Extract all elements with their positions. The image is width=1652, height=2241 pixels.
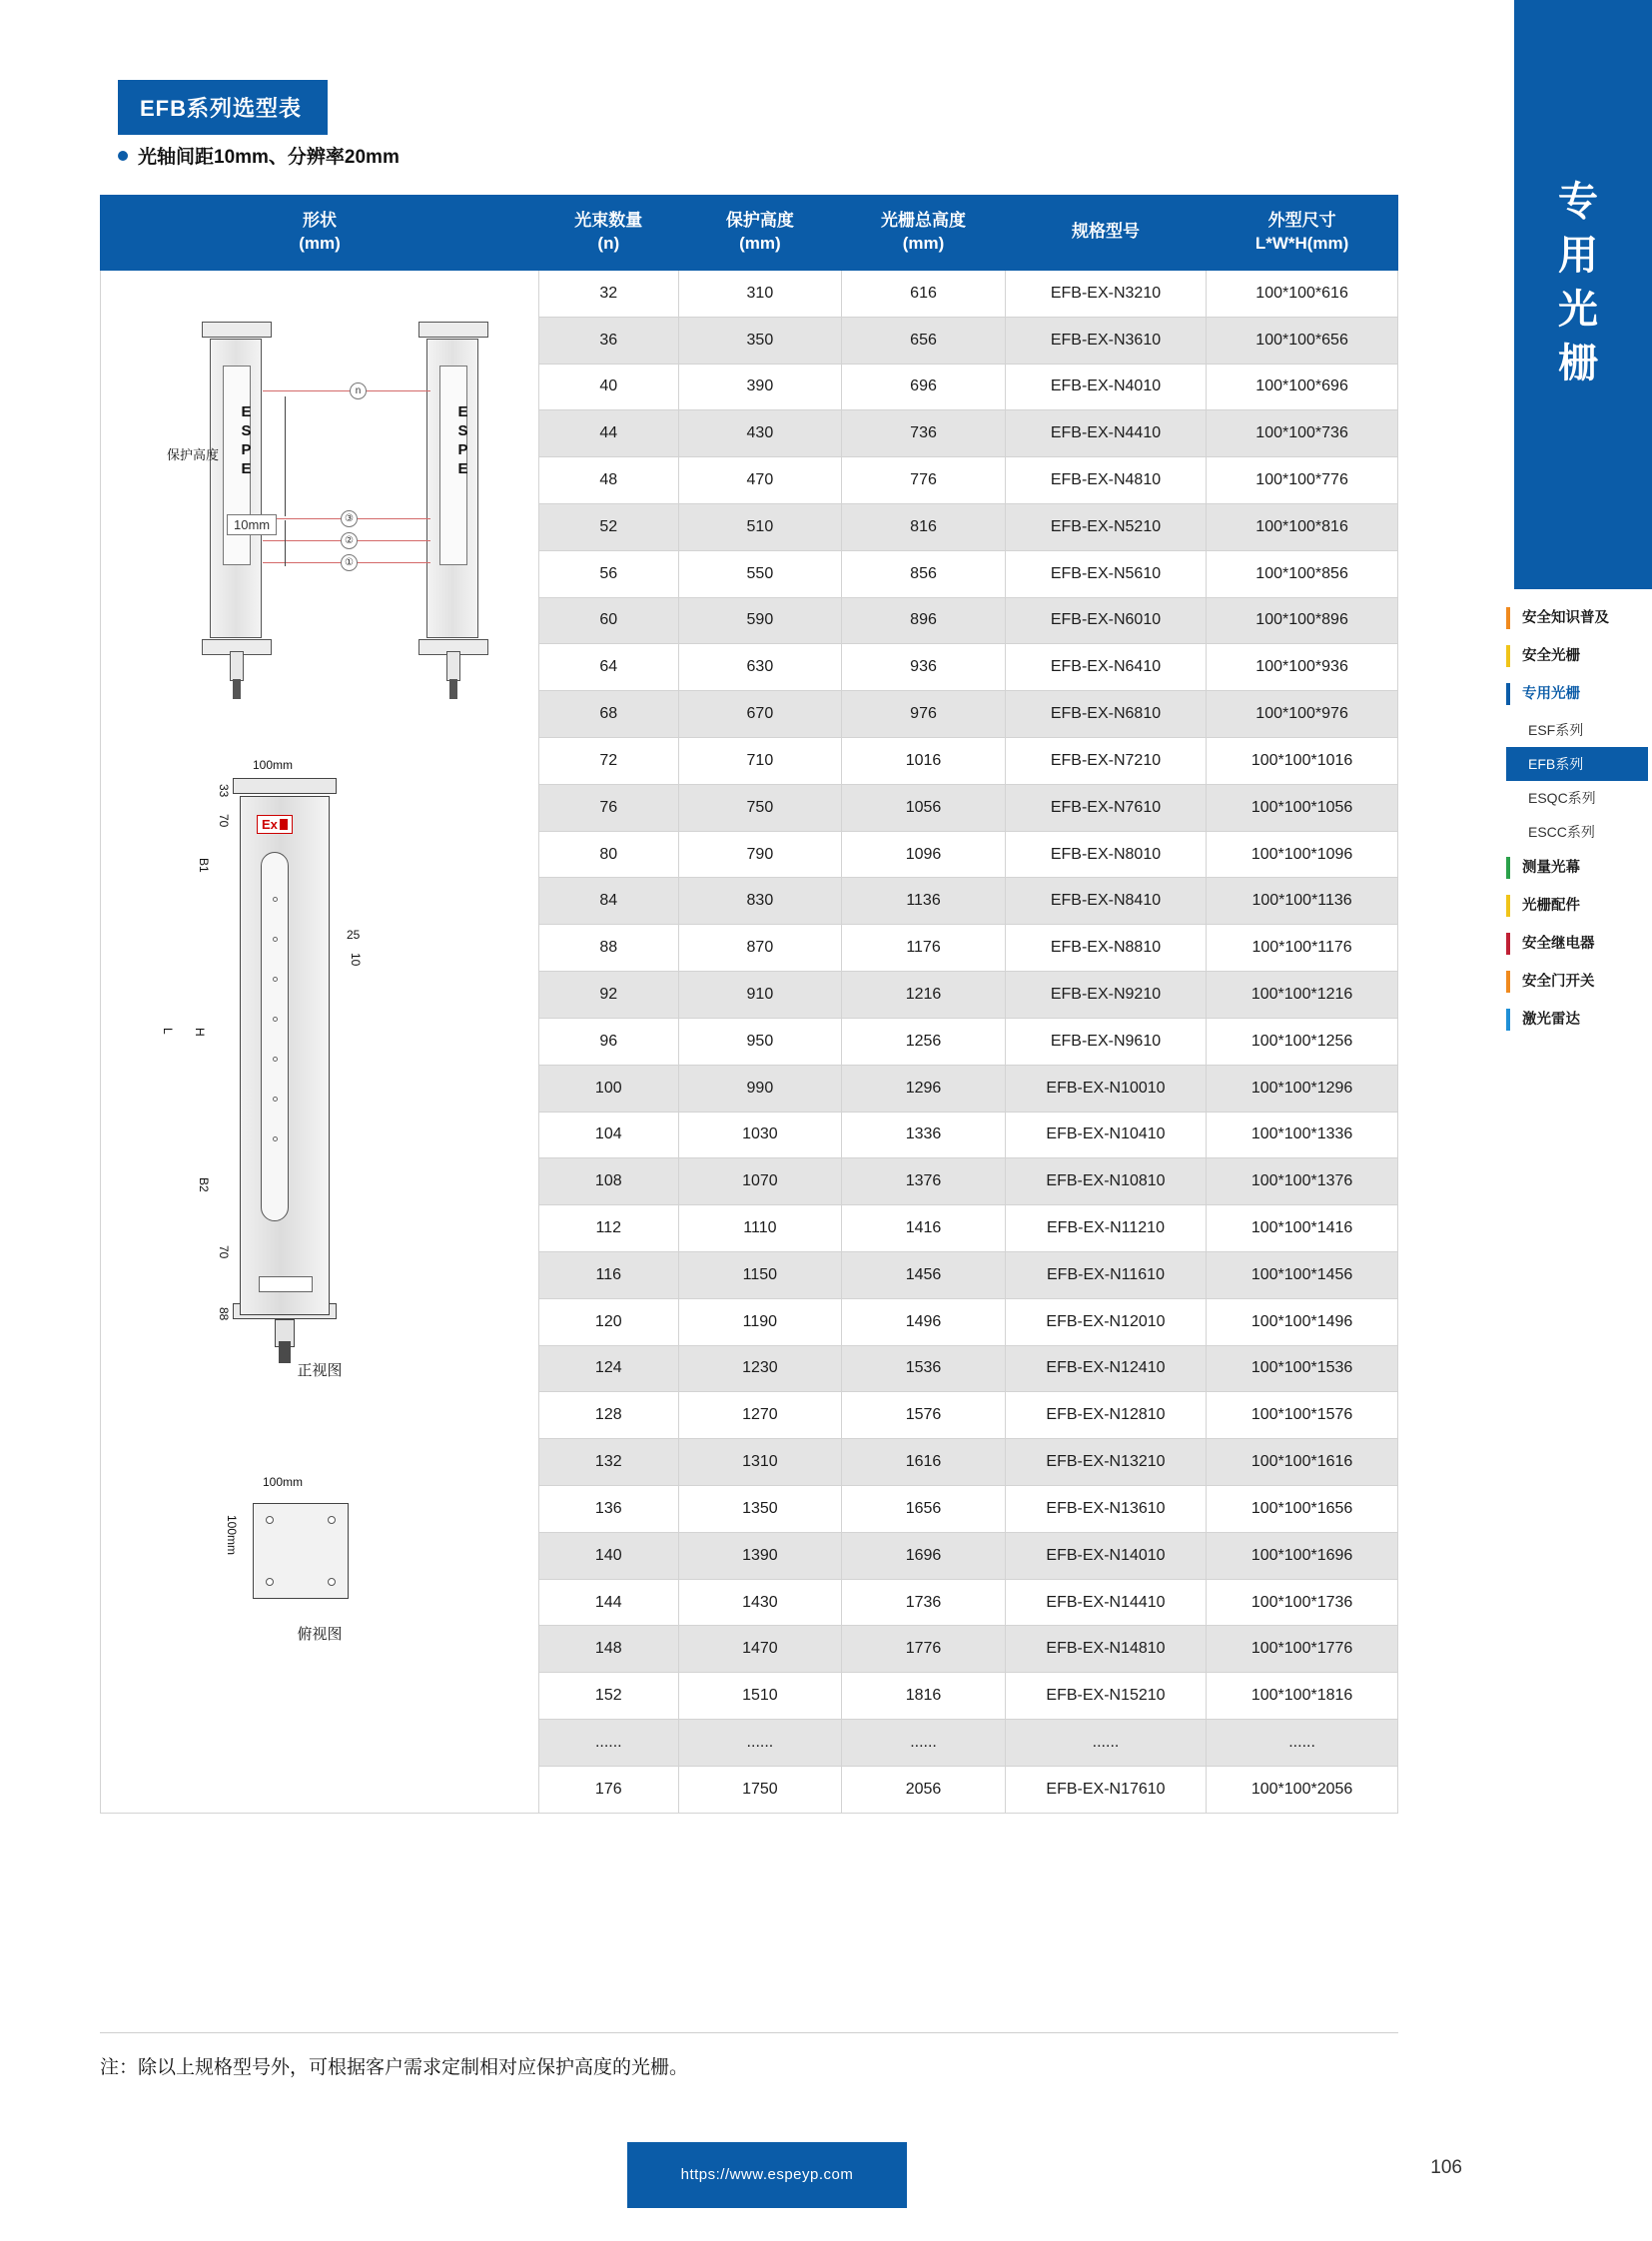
cell-dimensions: 100*100*776: [1207, 457, 1398, 504]
website-url[interactable]: https://www.espeyp.com: [627, 2142, 907, 2208]
table-first-row: [101, 270, 1398, 317]
front-lens-slot: [261, 852, 289, 1221]
cell-protection-height: 1190: [678, 1298, 842, 1345]
beam-marker-2: ②: [341, 532, 358, 549]
cell-protection-height: 710: [678, 738, 842, 785]
sidebar-item-safety-relay[interactable]: [1506, 925, 1648, 963]
front-view-caption: 正视图: [297, 1361, 343, 1379]
front-view-diagram: [105, 748, 534, 1387]
cell-model: EFB-EX-N15210: [1005, 1673, 1206, 1720]
cell-protection-height: 870: [678, 925, 842, 972]
bracket-top-icon-2: [418, 322, 488, 338]
beam-line-n: [263, 390, 430, 391]
cell-dimensions: 100*100*896: [1207, 597, 1398, 644]
cell-beams: 124: [539, 1345, 679, 1392]
cell-model: EFB-EX-N14410: [1005, 1579, 1206, 1626]
front-nameplate: [259, 1276, 313, 1292]
accent-bar-icon: [1506, 895, 1510, 917]
lens-dot: [273, 977, 278, 982]
cell-model: EFB-EX-N12810: [1005, 1392, 1206, 1439]
cell-total-height: 736: [842, 410, 1006, 457]
sidebar-item-safety-knowledge[interactable]: [1506, 599, 1648, 637]
cell-total-height: 696: [842, 364, 1006, 410]
sidebar-item-label: 安全继电器: [1522, 936, 1595, 952]
th-protection-height: 保护高度 (mm): [678, 196, 842, 271]
sidebar-item-safety-light-curtain[interactable]: [1506, 637, 1648, 675]
th-beams: 光束数量 (n): [539, 196, 679, 271]
cell-total-height: ......: [842, 1720, 1006, 1767]
cell-total-height: 2056: [842, 1766, 1006, 1813]
front-top-bracket: [233, 778, 337, 794]
cell-protection-height: 390: [678, 364, 842, 410]
mount-hole-icon: [328, 1578, 336, 1586]
cell-total-height: 616: [842, 270, 1006, 317]
sidebar-item-laser-radar[interactable]: [1506, 1001, 1648, 1039]
cell-model: EFB-EX-N9610: [1005, 1018, 1206, 1065]
th-model: 规格型号: [1005, 196, 1206, 271]
th-total-height: 光栅总高度 (mm): [842, 196, 1006, 271]
front-width-dim: 100mm: [253, 757, 294, 772]
cell-beams: 176: [539, 1766, 679, 1813]
cell-beams: 36: [539, 317, 679, 364]
bracket-top-icon: [202, 322, 272, 338]
cell-protection-height: ......: [678, 1720, 842, 1767]
sidebar-title-char-1: 专: [1558, 180, 1600, 224]
cell-model: EFB-EX-N8810: [1005, 925, 1206, 972]
cell-dimensions: 100*100*1496: [1207, 1298, 1398, 1345]
page-title: EFB系列选型表: [118, 80, 328, 135]
cell-dimensions: 100*100*1776: [1207, 1626, 1398, 1673]
top-body: [253, 1503, 349, 1599]
cell-dimensions: 100*100*696: [1207, 364, 1398, 410]
cell-dimensions: 100*100*1416: [1207, 1205, 1398, 1252]
cable-gland-left: [230, 651, 244, 681]
sidebar-title-char-3: 光: [1558, 288, 1600, 332]
dim-b1: B1: [197, 857, 211, 873]
cell-model: EFB-EX-N14010: [1005, 1532, 1206, 1579]
shape-drawing-cell: [101, 270, 539, 1813]
cell-beams: 144: [539, 1579, 679, 1626]
cell-beams: 64: [539, 644, 679, 691]
cell-dimensions: 100*100*856: [1207, 550, 1398, 597]
sidebar-item-label: 安全知识普及: [1522, 610, 1609, 626]
cell-beams: 32: [539, 270, 679, 317]
sidebar-vertical-title: [1506, 175, 1652, 390]
lens-dot: [273, 1057, 278, 1062]
sidebar-item-label: ESQC系列: [1528, 790, 1596, 806]
cell-dimensions: 100*100*1456: [1207, 1251, 1398, 1298]
cell-beams: 72: [539, 738, 679, 785]
sensor-pair-diagram: [105, 319, 534, 648]
mount-hole-icon: [266, 1578, 274, 1586]
pitch-dim-line: [285, 520, 286, 566]
cell-total-height: 1176: [842, 925, 1006, 972]
cell-beams: ......: [539, 1720, 679, 1767]
cell-model: EFB-EX-N10010: [1005, 1065, 1206, 1112]
sidebar-item-efb[interactable]: [1506, 747, 1648, 781]
beam-marker-3: ③: [341, 510, 358, 527]
cell-model: EFB-EX-N3610: [1005, 317, 1206, 364]
cell-protection-height: 470: [678, 457, 842, 504]
cell-protection-height: 790: [678, 831, 842, 878]
cell-beams: 76: [539, 784, 679, 831]
cable-gland-right: [446, 651, 460, 681]
cell-total-height: 1616: [842, 1439, 1006, 1486]
cell-total-height: 896: [842, 597, 1006, 644]
cell-total-height: 1696: [842, 1532, 1006, 1579]
cell-dimensions: 100*100*616: [1207, 270, 1398, 317]
top-view-caption: 俯视图: [297, 1625, 343, 1643]
subtitle-text: 光轴间距10mm、分辨率20mm: [138, 147, 400, 168]
sidebar-title-char-2: 用: [1558, 234, 1600, 278]
lens-dot: [273, 1136, 278, 1141]
transmitter-unit: [210, 339, 262, 638]
cell-protection-height: 510: [678, 503, 842, 550]
footer-divider: [100, 2032, 1398, 2033]
cell-total-height: 976: [842, 691, 1006, 738]
cell-model: EFB-EX-N9210: [1005, 972, 1206, 1019]
ex-marking-icon: Ex: [257, 815, 293, 834]
page-number: 106: [1430, 2157, 1462, 2178]
technical-drawing: [105, 279, 534, 1805]
cell-total-height: 1256: [842, 1018, 1006, 1065]
dim-H: H: [193, 1027, 207, 1037]
cell-dimensions: 100*100*1616: [1207, 1439, 1398, 1486]
table-body: [101, 270, 1398, 1813]
cell-beams: 108: [539, 1158, 679, 1205]
cell-protection-height: 350: [678, 317, 842, 364]
cell-dimensions: 100*100*1656: [1207, 1486, 1398, 1533]
front-body: [240, 796, 330, 1315]
cell-model: EFB-EX-N4010: [1005, 364, 1206, 410]
cell-protection-height: 1270: [678, 1392, 842, 1439]
cell-beams: 88: [539, 925, 679, 972]
cell-beams: 132: [539, 1439, 679, 1486]
cell-beams: 92: [539, 972, 679, 1019]
cell-total-height: 936: [842, 644, 1006, 691]
cell-total-height: 1456: [842, 1251, 1006, 1298]
cell-dimensions: 100*100*1176: [1207, 925, 1398, 972]
cell-total-height: 1296: [842, 1065, 1006, 1112]
protection-height-label: 保护高度: [167, 446, 220, 462]
accent-bar-icon: [1506, 1009, 1510, 1031]
cell-model: EFB-EX-N14810: [1005, 1626, 1206, 1673]
cell-protection-height: 1070: [678, 1158, 842, 1205]
cell-model: EFB-EX-N10810: [1005, 1158, 1206, 1205]
cell-total-height: 816: [842, 503, 1006, 550]
cell-dimensions: 100*100*816: [1207, 503, 1398, 550]
dim-10: 10: [349, 952, 363, 967]
subtitle: [118, 142, 400, 169]
cell-dimensions: 100*100*976: [1207, 691, 1398, 738]
sidebar-banner: [1506, 0, 1652, 589]
cell-beams: 100: [539, 1065, 679, 1112]
lens-dot: [273, 1097, 278, 1102]
cell-dimensions: 100*100*656: [1207, 317, 1398, 364]
cell-beams: 68: [539, 691, 679, 738]
sidebar-item-label: 激光雷达: [1522, 1012, 1580, 1028]
cable-left: [233, 679, 241, 699]
accent-bar-icon: [1506, 645, 1510, 667]
cell-model: EFB-EX-N10410: [1005, 1112, 1206, 1158]
cell-dimensions: 100*100*1096: [1207, 831, 1398, 878]
cell-beams: 52: [539, 503, 679, 550]
spec-table: [100, 195, 1398, 1814]
cell-model: EFB-EX-N17610: [1005, 1766, 1206, 1813]
cell-total-height: 656: [842, 317, 1006, 364]
cell-protection-height: 1470: [678, 1626, 842, 1673]
cell-beams: 152: [539, 1673, 679, 1720]
top-view-diagram: [105, 1457, 534, 1717]
cell-model: EFB-EX-N7610: [1005, 784, 1206, 831]
cable-right: [449, 679, 457, 699]
cell-model: EFB-EX-N6410: [1005, 644, 1206, 691]
sidebar-item-label: 安全门开关: [1522, 974, 1595, 990]
cell-protection-height: 630: [678, 644, 842, 691]
th-shape: 形状 (mm): [101, 196, 539, 271]
cell-model: EFB-EX-N3210: [1005, 270, 1206, 317]
cell-model: ......: [1005, 1720, 1206, 1767]
sidebar-item-measuring-curtain[interactable]: [1506, 849, 1648, 887]
brand-label-left: ESPE: [238, 402, 255, 479]
cell-total-height: 1536: [842, 1345, 1006, 1392]
cell-dimensions: 100*100*1536: [1207, 1345, 1398, 1392]
cell-protection-height: 1310: [678, 1439, 842, 1486]
cell-model: EFB-EX-N13610: [1005, 1486, 1206, 1533]
cell-beams: 148: [539, 1626, 679, 1673]
cell-model: EFB-EX-N5610: [1005, 550, 1206, 597]
dim-70-bottom: 70: [217, 1244, 231, 1259]
cell-model: EFB-EX-N8010: [1005, 831, 1206, 878]
cell-dimensions: 100*100*1576: [1207, 1392, 1398, 1439]
cell-protection-height: 1750: [678, 1766, 842, 1813]
cell-dimensions: 100*100*736: [1207, 410, 1398, 457]
sidebar-item-special-light-curtain[interactable]: [1506, 675, 1648, 713]
cell-dimensions: 100*100*2056: [1207, 1766, 1398, 1813]
cell-model: EFB-EX-N7210: [1005, 738, 1206, 785]
dim-33: 33: [217, 783, 231, 798]
dim-88: 88: [217, 1306, 231, 1321]
cell-model: EFB-EX-N11210: [1005, 1205, 1206, 1252]
sidebar-item-label: EFB系列: [1528, 756, 1584, 772]
table-header-row: [101, 196, 1398, 271]
cell-model: EFB-EX-N5210: [1005, 503, 1206, 550]
cell-protection-height: 990: [678, 1065, 842, 1112]
footer-note: 注：除以上规格型号外，可根据客户需求定制相对应保护高度的光栅。: [100, 2057, 689, 2078]
cell-dimensions: 100*100*1136: [1207, 878, 1398, 925]
cell-model: EFB-EX-N8410: [1005, 878, 1206, 925]
sidebar-item-esqc[interactable]: [1506, 781, 1648, 815]
height-dim-line: [285, 396, 286, 516]
accent-bar-icon: [1506, 607, 1510, 629]
cell-dimensions: 100*100*1056: [1207, 784, 1398, 831]
cell-total-height: 1816: [842, 1673, 1006, 1720]
cell-protection-height: 1030: [678, 1112, 842, 1158]
cell-total-height: 1376: [842, 1158, 1006, 1205]
cell-protection-height: 550: [678, 550, 842, 597]
cell-beams: 84: [539, 878, 679, 925]
dim-25: 25: [347, 927, 361, 942]
cell-dimensions: 100*100*1816: [1207, 1673, 1398, 1720]
cell-protection-height: 1510: [678, 1673, 842, 1720]
cell-dimensions: ......: [1207, 1720, 1398, 1767]
top-height-dim: 100mm: [225, 1514, 239, 1555]
mount-hole-icon: [328, 1516, 336, 1524]
cell-total-height: 776: [842, 457, 1006, 504]
cell-protection-height: 1110: [678, 1205, 842, 1252]
cell-beams: 56: [539, 550, 679, 597]
cell-total-height: 1736: [842, 1579, 1006, 1626]
cell-protection-height: 1230: [678, 1345, 842, 1392]
sidebar-title-char-4: 栅: [1558, 342, 1600, 385]
beam-marker-1: ①: [341, 554, 358, 571]
cell-protection-height: 310: [678, 270, 842, 317]
cell-dimensions: 100*100*1256: [1207, 1018, 1398, 1065]
sidebar-item-label: 专用光栅: [1522, 686, 1580, 702]
cell-total-height: 1656: [842, 1486, 1006, 1533]
bullet-dot-icon: [118, 151, 128, 161]
cell-model: EFB-EX-N11610: [1005, 1251, 1206, 1298]
sidebar-item-safety-door-switch[interactable]: [1506, 963, 1648, 1001]
cell-beams: 44: [539, 410, 679, 457]
cell-dimensions: 100*100*1736: [1207, 1579, 1398, 1626]
cell-model: EFB-EX-N4410: [1005, 410, 1206, 457]
cell-dimensions: 100*100*936: [1207, 644, 1398, 691]
beam-marker-n: n: [350, 382, 367, 399]
cell-model: EFB-EX-N6810: [1005, 691, 1206, 738]
dim-70-top: 70: [217, 813, 231, 828]
cell-model: EFB-EX-N13210: [1005, 1439, 1206, 1486]
cell-protection-height: 910: [678, 972, 842, 1019]
cell-total-height: 1096: [842, 831, 1006, 878]
mount-hole-icon: [266, 1516, 274, 1524]
accent-bar-icon: [1506, 933, 1510, 955]
cell-beams: 48: [539, 457, 679, 504]
cell-dimensions: 100*100*1336: [1207, 1112, 1398, 1158]
sidebar-item-escc[interactable]: [1506, 815, 1648, 849]
cell-total-height: 1136: [842, 878, 1006, 925]
cell-dimensions: 100*100*1016: [1207, 738, 1398, 785]
top-width-dim: 100mm: [263, 1474, 304, 1489]
cell-total-height: 1776: [842, 1626, 1006, 1673]
cell-protection-height: 830: [678, 878, 842, 925]
sidebar-item-label: 安全光栅: [1522, 648, 1580, 664]
sidebar: [1498, 0, 1652, 2241]
accent-bar-icon: [1506, 971, 1510, 993]
receiver-unit: [426, 339, 478, 638]
cell-total-height: 1496: [842, 1298, 1006, 1345]
lens-dot: [273, 937, 278, 942]
accent-bar-icon: [1506, 683, 1510, 705]
cell-beams: 40: [539, 364, 679, 410]
cell-protection-height: 950: [678, 1018, 842, 1065]
lens-dot: [273, 1017, 278, 1022]
cell-beams: 104: [539, 1112, 679, 1158]
cell-protection-height: 1430: [678, 1579, 842, 1626]
cell-beams: 140: [539, 1532, 679, 1579]
pitch-label: 10mm: [227, 514, 277, 535]
cell-protection-height: 1150: [678, 1251, 842, 1298]
cell-beams: 96: [539, 1018, 679, 1065]
cell-beams: 136: [539, 1486, 679, 1533]
sidebar-item-label: ESF系列: [1528, 722, 1584, 738]
cell-total-height: 856: [842, 550, 1006, 597]
cell-protection-height: 430: [678, 410, 842, 457]
brand-label-right: ESPE: [454, 402, 471, 479]
cell-dimensions: 100*100*1696: [1207, 1532, 1398, 1579]
accent-bar-icon: [1506, 857, 1510, 879]
cell-total-height: 1056: [842, 784, 1006, 831]
cell-dimensions: 100*100*1376: [1207, 1158, 1398, 1205]
cell-beams: 120: [539, 1298, 679, 1345]
cell-protection-height: 1390: [678, 1532, 842, 1579]
sidebar-item-label: 测量光幕: [1522, 860, 1580, 876]
cell-protection-height: 1350: [678, 1486, 842, 1533]
cell-dimensions: 100*100*1296: [1207, 1065, 1398, 1112]
sidebar-item-accessories[interactable]: [1506, 887, 1648, 925]
cell-total-height: 1336: [842, 1112, 1006, 1158]
cell-beams: 128: [539, 1392, 679, 1439]
sidebar-item-label: 光栅配件: [1522, 898, 1580, 914]
sidebar-nav: [1506, 599, 1648, 1039]
cell-beams: 112: [539, 1205, 679, 1252]
cell-beams: 80: [539, 831, 679, 878]
cell-total-height: 1416: [842, 1205, 1006, 1252]
th-dimensions: 外型尺寸 L*W*H(mm): [1207, 196, 1398, 271]
lens-dot: [273, 897, 278, 902]
sidebar-item-esf[interactable]: [1506, 713, 1648, 747]
cell-protection-height: 590: [678, 597, 842, 644]
cell-protection-height: 670: [678, 691, 842, 738]
cell-model: EFB-EX-N4810: [1005, 457, 1206, 504]
cell-total-height: 1016: [842, 738, 1006, 785]
dim-b2: B2: [197, 1176, 211, 1192]
cell-dimensions: 100*100*1216: [1207, 972, 1398, 1019]
cell-beams: 116: [539, 1251, 679, 1298]
cell-protection-height: 750: [678, 784, 842, 831]
cell-total-height: 1216: [842, 972, 1006, 1019]
cell-total-height: 1576: [842, 1392, 1006, 1439]
cell-beams: 60: [539, 597, 679, 644]
sidebar-item-label: ESCC系列: [1528, 824, 1595, 840]
cell-model: EFB-EX-N12010: [1005, 1298, 1206, 1345]
cell-model: EFB-EX-N12410: [1005, 1345, 1206, 1392]
cell-model: EFB-EX-N6010: [1005, 597, 1206, 644]
dim-L: L: [161, 1027, 175, 1035]
